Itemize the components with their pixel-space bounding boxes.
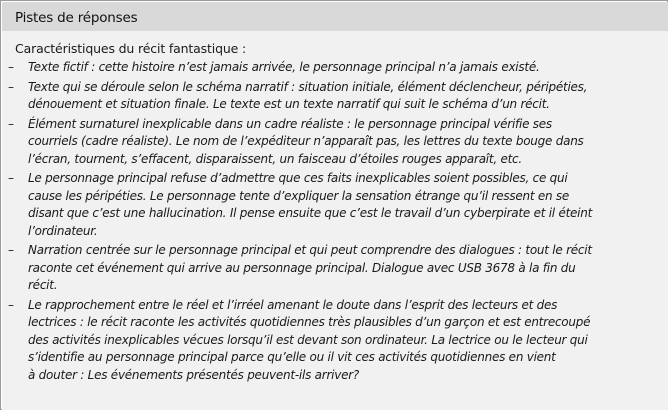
bullet-dash: – <box>8 116 14 131</box>
intro-text: Caractéristiques du récit fantastique : <box>15 41 247 56</box>
list-item-line: courriels (cadre réaliste). Le nom de l’expéditeur n’apparaît pas, les lettres du texte bouge dans <box>28 134 584 148</box>
list-item-line: s’identifie au personnage principal parce qu’elle ou il vit ces activités quotidiennes en vient <box>28 350 556 364</box>
list-item-line: disant que c’est une hallucination. Il pense ensuite que c’est le travail d’un cyberpirate et il éteint <box>28 206 593 220</box>
list-item-line: des activités inexplicables vécues lorsqu’il est devant son ordinateur. La lectrice ou le lecteur qui <box>28 332 588 347</box>
bullet-dash: – <box>8 60 14 74</box>
bullet-dash: – <box>8 297 14 312</box>
list-item-line: Narration centrée sur le personnage principal et qui peut comprendre des dialogues : tout le récit <box>28 243 592 257</box>
list-item-line: Texte fictif : cette histoire n’est jamais arrivée, le personnage principal n’a jamais existé. <box>28 60 540 74</box>
bullet-dash: – <box>8 171 14 185</box>
list-item-line: récit. <box>28 278 58 292</box>
list-item-line: Le personnage principal refuse d’admettre que ces faits inexplicables soient possibles, ce qui <box>28 171 568 185</box>
answer-box-body <box>2 31 668 410</box>
list-item <box>8 170 648 240</box>
box-title: Pistes de réponses <box>15 10 138 26</box>
list-item <box>8 59 648 77</box>
list-item <box>8 79 648 114</box>
list-item-line: à douter : Les événements présentés peuvent-ils arriver? <box>28 367 359 382</box>
list-item-line: Texte qui se déroule selon le schéma narratif : situation initiale, élément déclencheur, péripéties, <box>28 79 588 94</box>
characteristics-list <box>8 59 648 386</box>
list-item-line: l’écran, tournent, s’effacent, disparaissent, un faisceau d’étoiles rouges apparaît, etc. <box>28 151 522 166</box>
answer-box-header <box>2 2 668 31</box>
list-item-line: cause les péripéties. Le personnage tente d’expliquer la sensation étrange qu’il ressent en se <box>28 188 570 203</box>
list-item-line: Le rapprochement entre le réel et l’irréel amenant le doute dans l’esprit des lecteurs et des <box>28 297 558 312</box>
list-item-line: raconte cet événement qui arrive au personnage principal. Dialogue avec USB 3678 à la fin du <box>28 260 576 275</box>
bullet-dash: – <box>8 243 14 257</box>
list-item <box>8 297 648 385</box>
list-item-line: l’ordinateur. <box>28 223 98 238</box>
list-item-line: dénouement et situation finale. Le texte est un texte narratif qui suit le schéma d’un récit. <box>28 97 550 111</box>
list-item <box>8 242 648 295</box>
bullet-dash: – <box>8 79 14 94</box>
list-item-line: lectrices : le récit raconte les activités quotidiennes très plausibles d’un garçon et est entrecoupé <box>28 315 591 329</box>
list-item <box>8 116 648 169</box>
list-item-line: Élément surnaturel inexplicable dans un cadre réaliste : le personnage principal vérifie ses <box>28 116 552 131</box>
